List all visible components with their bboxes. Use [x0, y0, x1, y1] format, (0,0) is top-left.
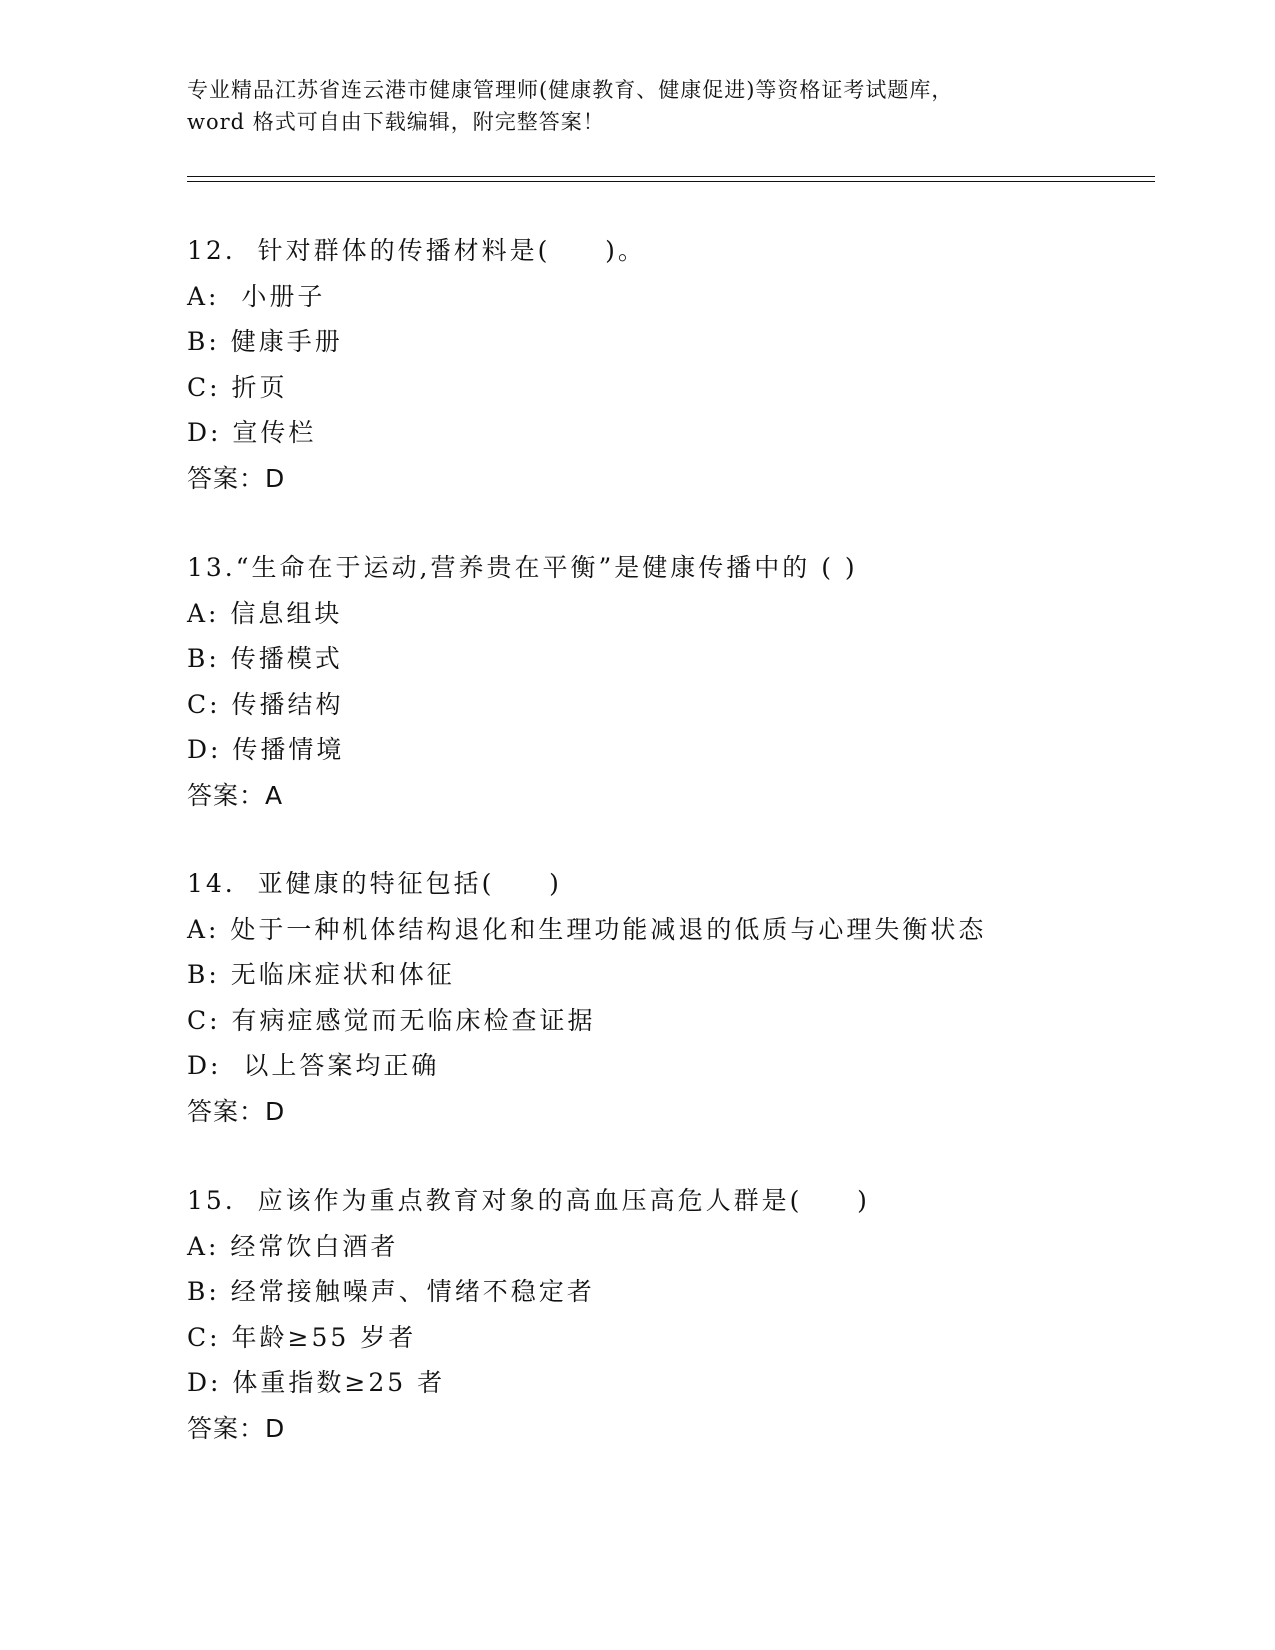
question-stem: 15. 应该作为重点教育对象的高血压高危人群是( ) [187, 1186, 870, 1215]
option-a: A: 处于一种机体结构退化和生理功能减退的低质与心理失衡状态 [187, 914, 987, 944]
option-d: D: 宣传栏 [187, 418, 317, 448]
question-13 [187, 545, 1187, 819]
option-c: C: 有病症感觉而无临床检查证据 [187, 1005, 596, 1035]
question-stem: 13.“生命在于运动,营养贵在平衡”是健康传播中的 ( ) [187, 553, 858, 582]
option-c: C: 传播结构 [187, 689, 344, 719]
option-a: A: 小册子 [187, 281, 326, 311]
document-header [187, 74, 1167, 138]
option-d: D: 以上答案均正确 [187, 1051, 440, 1081]
question-15 [187, 1178, 1187, 1452]
answer: 答案：D [187, 1413, 286, 1443]
question-12 [187, 228, 1187, 502]
answer: 答案：A [187, 780, 284, 810]
answer: 答案：D [187, 1096, 286, 1126]
option-d: D: 体重指数≥25 者 [187, 1368, 446, 1398]
header-line-1: 专业精品江苏省连云港市健康管理师(健康教育、健康促进)等资格证考试题库， [187, 78, 954, 102]
option-b: B: 传播模式 [187, 644, 343, 674]
question-stem: 14. 亚健康的特征包括( ) [187, 869, 562, 898]
header-line-2: word 格式可自由下载编辑，附完整答案！ [187, 110, 605, 134]
question-stem: 12. 针对群体的传播材料是( )。 [187, 236, 646, 265]
header-divider-top [187, 176, 1155, 177]
option-a: A: 经常饮白酒者 [187, 1231, 399, 1261]
answer: 答案：D [187, 463, 286, 493]
option-b: B: 经常接触噪声、情绪不稳定者 [187, 1277, 595, 1307]
option-b: B: 无临床症状和体征 [187, 960, 455, 990]
option-d: D: 传播情境 [187, 735, 345, 765]
option-c: C: 年龄≥55 岁者 [187, 1322, 417, 1352]
option-c: C: 折页 [187, 372, 288, 402]
question-14 [187, 861, 1187, 1135]
option-a: A: 信息组块 [187, 598, 343, 628]
header-divider-bottom [187, 181, 1155, 182]
option-b: B: 健康手册 [187, 327, 343, 357]
